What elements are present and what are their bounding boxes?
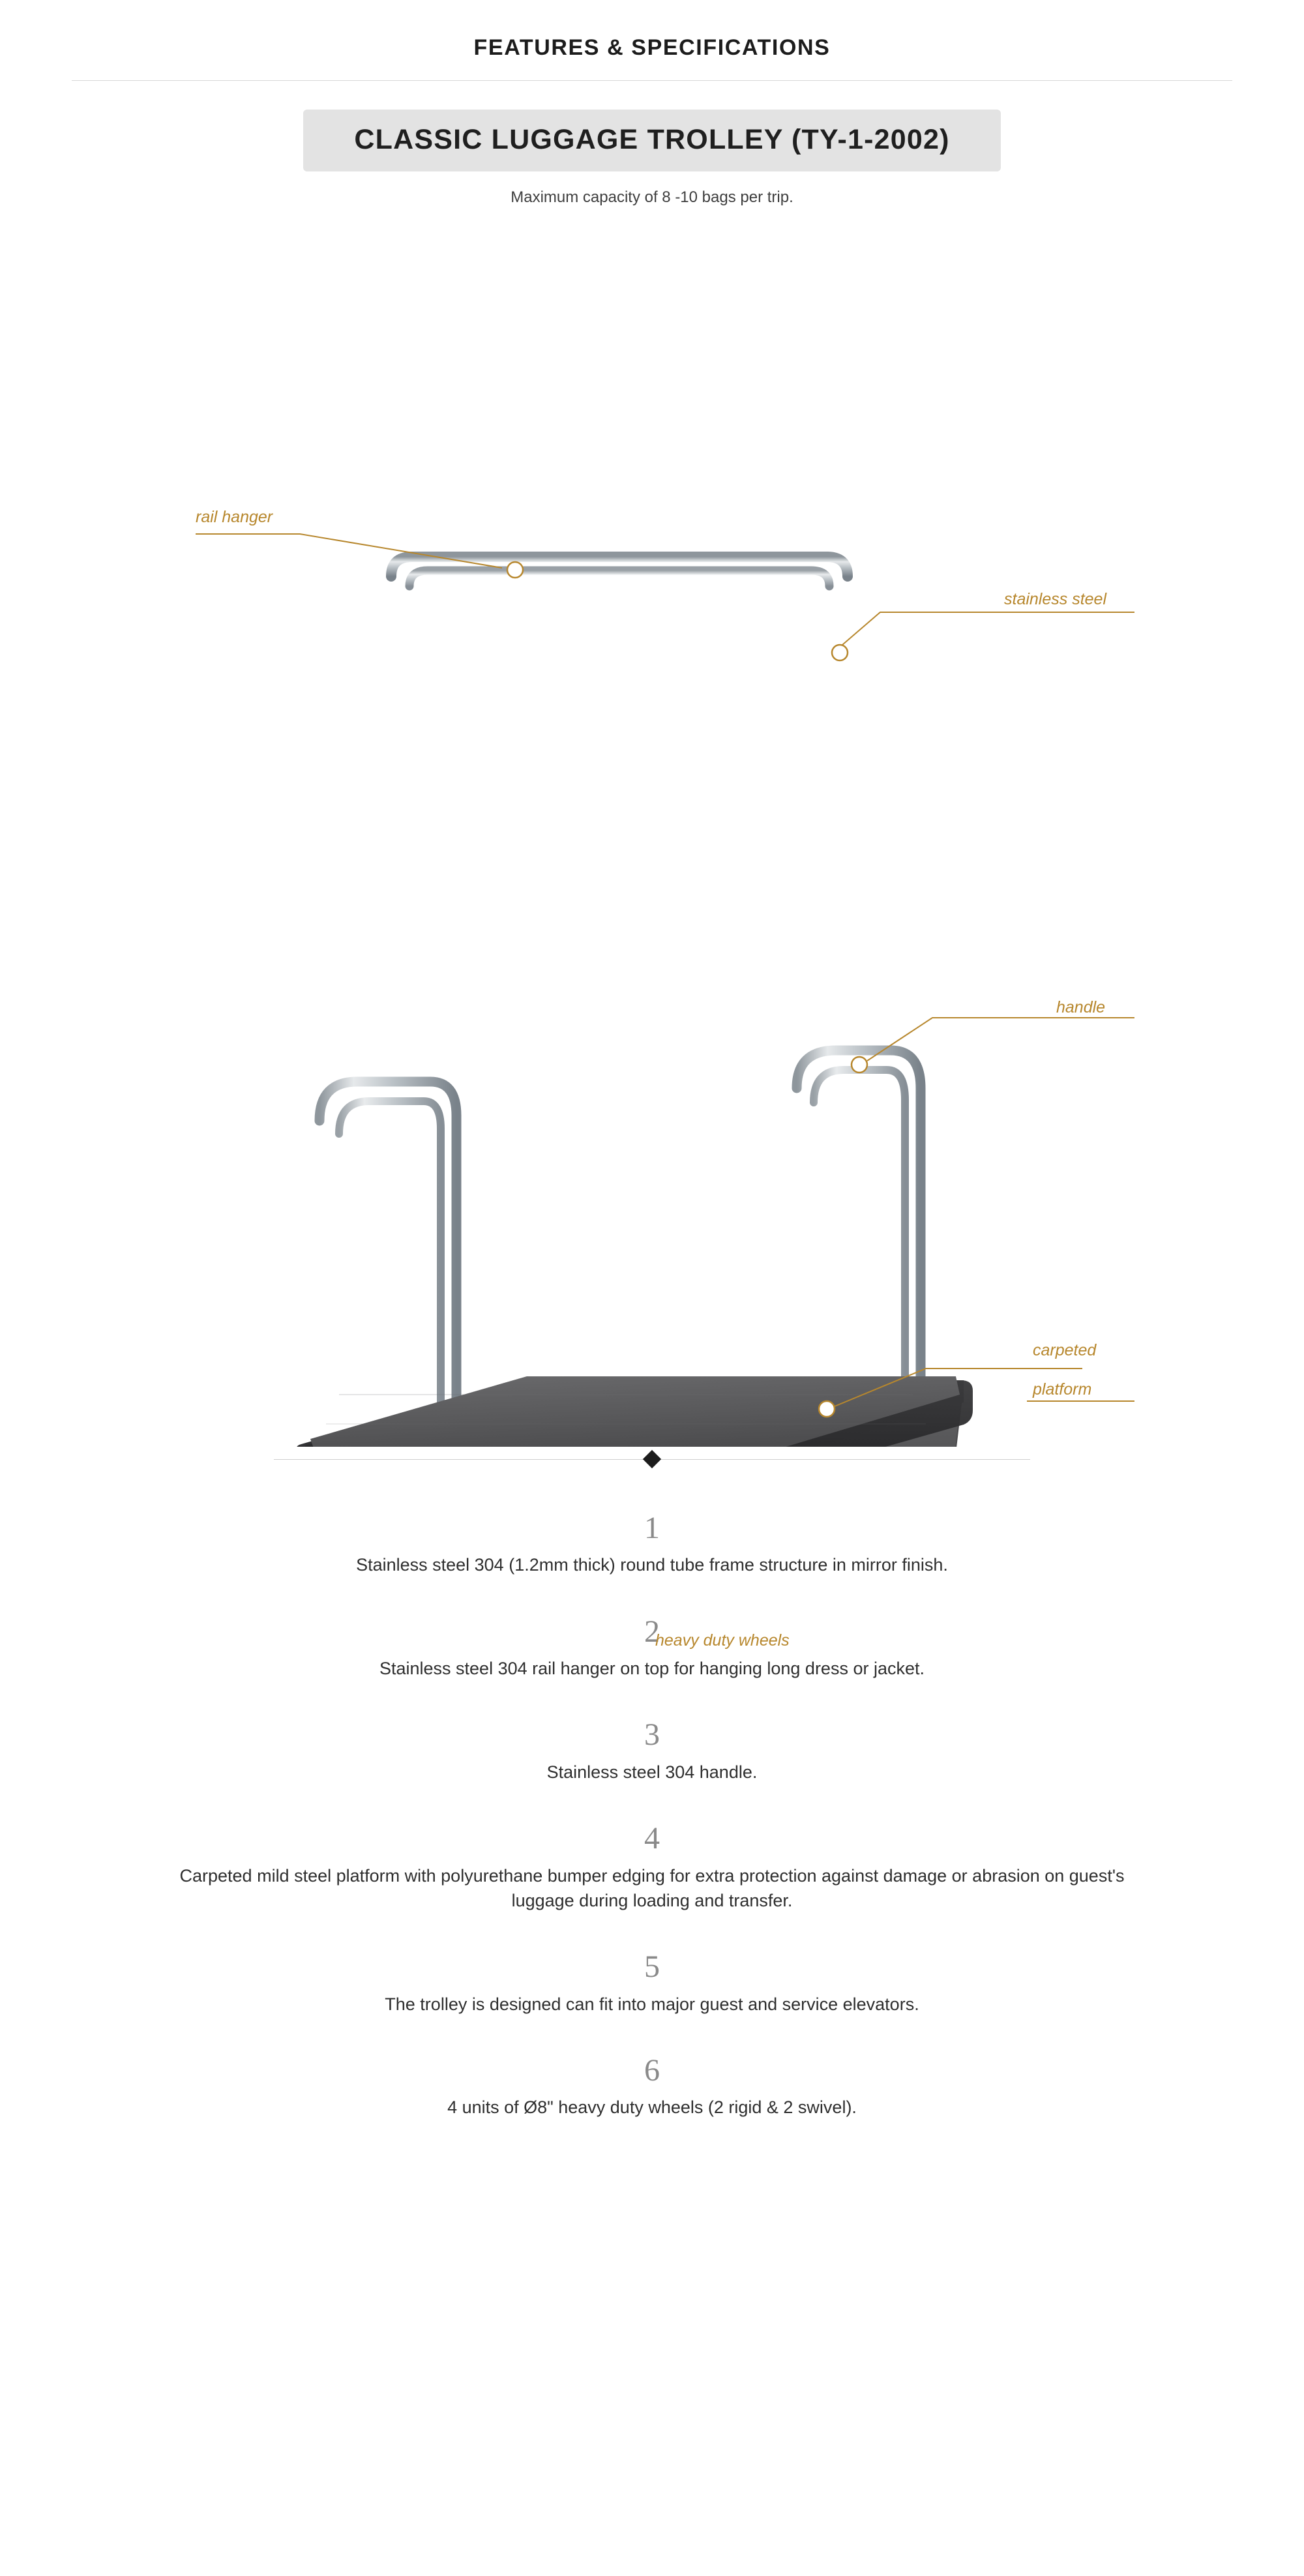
callout-label-platform: platform [1033,1380,1092,1399]
rail-hanger-frame [391,557,848,1075]
header-divider [72,80,1232,81]
callout-leaders [196,534,1121,1447]
page-subtitle: Maximum capacity of 8 -10 bags per trip. [511,188,793,206]
luggage-trolley-drawing [0,221,1304,1447]
callout-label-handle: handle [1056,998,1106,1016]
spec-number: 5 [644,1949,660,1985]
spec-number: 6 [644,2052,660,2088]
spec-number: 4 [644,1821,660,1856]
spec-number: 2 [644,1614,660,1649]
spec-text: The trolley is designed can fit into major guest and service elevators. [385,1994,919,2014]
spec-number: 1 [644,1511,660,1545]
page-title: CLASSIC LUGGAGE TROLLEY (TY-1-2002) [354,124,950,155]
spec-item [0,1616,1304,1681]
spec-text: Stainless steel 304 (1.2mm thick) round tube frame structure in mirror finish. [356,1555,948,1575]
right-handle-rail [797,1050,921,1388]
title-wrap [0,110,1304,171]
spec-item [0,1951,1304,2017]
callout-label-heavy-duty-wheels: heavy duty wheels [655,1631,790,1650]
spec-text: Stainless steel 304 handle. [546,1762,758,1782]
divider-diamond-icon [643,1450,661,1468]
callout-label-rail-hanger: rail hanger [196,508,273,526]
left-side-rail [306,1082,456,1434]
callout-label-carpeted: carpeted [1033,1341,1097,1359]
spec-item [0,1719,1304,1784]
spec-number: 3 [644,1717,660,1753]
spec-text: Carpeted mild steel platform with polyurethane bumper edging for extra protection against damage or abrasion on guest's luggage during loading and transfer. [179,1865,1125,1910]
spec-item [0,1822,1304,1913]
title-band [303,110,1000,171]
spec-text: 4 units of Ø8" heavy duty wheels (2 rigid & 2 swivel). [447,2097,857,2118]
carpeted-platform [295,1376,973,1447]
spec-text: Stainless steel 304 rail hanger on top for hanging long dress or jacket. [379,1659,925,1679]
section-divider [274,1447,1030,1473]
spec-item [0,2054,1304,2120]
callout-label-stainless-steel: stainless steel [1004,590,1107,608]
page-eyebrow: FEATURES & SPECIFICATIONS [473,35,831,60]
spec-list [0,1512,1304,2236]
spec-item [0,1512,1304,1578]
callout-underlines [196,534,1134,1447]
